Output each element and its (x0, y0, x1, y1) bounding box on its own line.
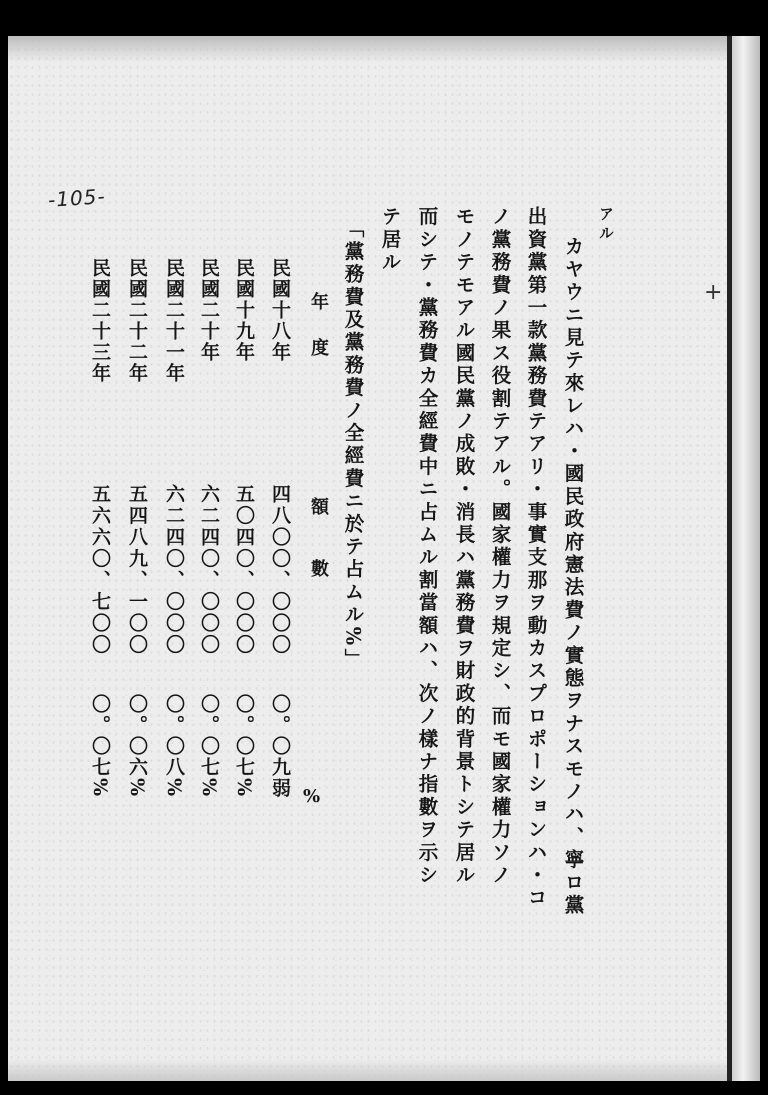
row-amount: 五六六〇、七〇〇 (89, 484, 111, 656)
row-year: 民國十九年 (233, 258, 255, 363)
table-caption: 「黨務費及黨務費ノ全經費ニ於テ占ムル%」 (341, 218, 365, 672)
text-column-7: テ居ル (378, 206, 402, 275)
header-percent: % (303, 786, 321, 807)
row-percent: 〇。〇七% (233, 694, 255, 799)
text-column-6: 而シテ・黨務費カ全經費中ニ占ムル割當額ハ、次ノ樣ナ指數ヲ示シ (415, 206, 439, 888)
row-year: 民國二十一年 (163, 258, 185, 384)
row-year: 民國十八年 (269, 258, 291, 363)
header-amount: 額數 (308, 497, 329, 621)
scan-bottom-edge (8, 1059, 730, 1081)
scan-top-edge (8, 36, 730, 62)
row-year: 民國二十三年 (89, 258, 111, 384)
text-column-3: 出資黨第一款黨務費テアリ・事實支那ヲ動カスプロポーションハ・コ (524, 206, 548, 910)
row-amount: 五〇四〇、〇〇〇 (233, 484, 255, 656)
row-percent: 〇。〇七% (198, 694, 220, 799)
row-percent: 〇。〇六% (126, 694, 148, 799)
text-column-5: モノテモアル國民黨ノ成敗・消長ハ黨務費ヲ財政的背景トシテ居ル (452, 206, 476, 887)
header-year: 年度 (308, 292, 329, 384)
row-percent: 〇。〇八% (163, 694, 185, 799)
row-amount: 四八〇〇、〇〇〇 (269, 484, 291, 656)
row-percent: 〇。〇七% (89, 694, 111, 799)
text-column-4: ノ黨務費ノ果ス役割テアル。國家權力ヲ規定シ、而モ國家權力ソノ (488, 206, 512, 887)
row-year: 民國二十二年 (126, 258, 148, 384)
page-binding (732, 36, 760, 1081)
text-column-2: カヤウニ見テ來レハ・國民政府憲法費ノ實態ヲナスモノハ、寧ロ黨 (561, 236, 585, 917)
row-amount: 六二四〇、〇〇〇 (163, 484, 185, 656)
page-number: -105- (47, 184, 107, 212)
row-amount: 五四八九、一〇〇 (126, 484, 148, 656)
row-amount: 六二四〇、〇〇〇 (198, 484, 220, 656)
row-percent: 〇。〇九弱 (269, 694, 291, 799)
scanned-page (8, 36, 730, 1081)
text-column-1: アル (597, 206, 615, 244)
row-year: 民國二十年 (198, 258, 220, 363)
margin-cross-mark: + (704, 280, 723, 305)
